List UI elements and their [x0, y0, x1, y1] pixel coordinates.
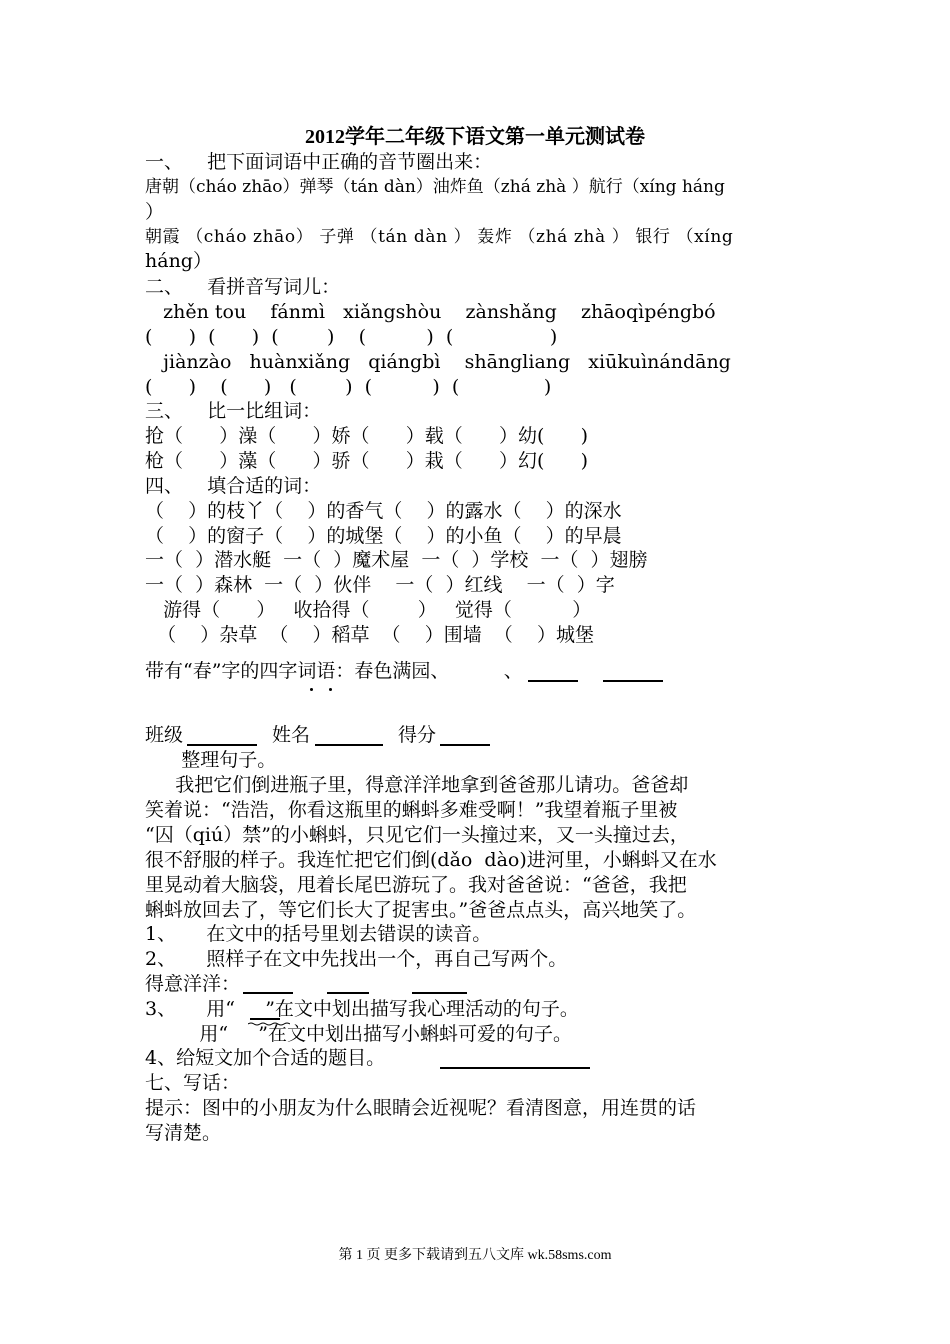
name-label: 姓名 [272, 724, 311, 746]
section-heading-sentences: 整理句子。 [145, 749, 277, 771]
passage-line-4: 很不舒服的样子。我连忙把它们倒(dǎo dào)进河里，小蝌蚪又在水 [145, 849, 717, 871]
straight-underline-sample [250, 1018, 280, 1020]
writing-prompt-line-2: 写清楚。 [145, 1122, 222, 1144]
fill-row-1: （ ）的枝丫（ ）的香气（ ）的露水（ ）的深水 [145, 500, 622, 522]
passage-line-2: 笑着说：“浩浩，你看这瓶里的蝌蚪多难受啊！”我望着瓶子里被 [145, 799, 678, 821]
page-title: 2012学年二年级下语文第一单元测试卷 [305, 126, 645, 148]
fill-row-5: 游得（ ） 收拾得（ ） 觉得（ ） [145, 599, 592, 621]
passage-line-5: 里晃动着大脑袋，甩着长尾巴游玩了。我对爸爸说：“爸爸，我把 [145, 874, 687, 896]
section-7-heading: 七、写话： [145, 1072, 241, 1094]
pinyin-line-1-cont: ） [145, 201, 165, 223]
fill-row-2: （ ）的窗子（ ）的城堡（ ）的小鱼（ ）的早晨 [145, 525, 622, 547]
passage-line-3: “囚（qiú）禁”的小蝌蚪，只见它们一头撞过来，又一头撞过去， [145, 824, 689, 846]
example-blank-3 [412, 992, 467, 994]
section-2-heading: 二、 看拼音写词儿： [145, 276, 341, 298]
fill-row-6: （ ）杂草 （ ）稻草 （ ）围墙 （ ）城堡 [145, 624, 594, 646]
section-1-heading: 一、 把下面词语中正确的音节圈出来： [145, 151, 493, 173]
name-blank [315, 744, 383, 746]
compare-row-1: 抢（ ）澡（ ）娇（ ）载（ ）幼( ) [145, 425, 589, 447]
compare-row-2: 枪（ ）藻（ ）骄（ ）栽（ ）幻( ) [145, 450, 589, 472]
passage-line-6: 蝌蚪放回去了，等它们长大了捉害虫。”爸爸点点头，高兴地笑了。 [145, 899, 697, 921]
writing-prompt-line-1: 提示：图中的小朋友为什么眼睛会近视呢？看清图意，用连贯的话 [145, 1097, 697, 1119]
example-blank-1 [243, 992, 293, 994]
class-blank [187, 744, 257, 746]
title-answer-blank [440, 1067, 590, 1069]
question-4: 4、给短文加个合适的题目。 [145, 1047, 386, 1069]
section-4-heading: 四、 填合适的词： [145, 475, 322, 497]
question-2-example: 得意洋洋： [145, 973, 241, 995]
section-3-heading: 三、 比一比组词： [145, 400, 322, 422]
pinyin-line-2-cont: háng） [145, 250, 212, 272]
answer-brackets-1: ( ) ( ) ( ) ( ) ( ) [145, 326, 558, 348]
fill-row-4: 一（ ）森林 一（ ）伙伴 一（ ）红线 一（ ）字 [145, 574, 615, 596]
score-blank [440, 744, 490, 746]
pinyin-line-1: 唐朝（cháo zhāo）弹琴（tán dàn）油炸鱼（zhá zhà ）航行（xíng háng [145, 177, 725, 197]
emphasis-dot [310, 688, 313, 691]
question-3-part-2: 用“ ”在文中划出描写小蝌蚪可爱的句子。 [145, 1023, 572, 1045]
passage-line-1: 我把它们倒进瓶子里，得意洋洋地拿到爸爸那儿请功。爸爸却 [145, 774, 689, 796]
question-1: 1、 在文中的括号里划去错误的读音。 [145, 923, 492, 945]
spring-blank-2 [603, 680, 663, 682]
score-label: 得分 [398, 724, 437, 746]
pinyin-words-2: jiànzào huànxiǎng qiángbì shāngliang xiūkuìnándāng [145, 351, 731, 373]
class-label: 班级 [145, 724, 184, 746]
example-blank-2 [327, 992, 369, 994]
pinyin-words-1: zhěn tou fánmì xiǎngshòu zànshǎng zhāoqìpéngbó [145, 301, 716, 323]
emphasis-dot [329, 688, 332, 691]
question-3: 3、 用“ ”在文中划出描写我心理活动的句子。 [145, 998, 579, 1020]
spring-blank-1 [528, 680, 578, 682]
question-2: 2、 照样子在文中先找出一个，再自己写两个。 [145, 948, 568, 970]
spring-idioms-line: 带有“春”字的四字词语：春色满园、 、 [145, 660, 523, 682]
wavy-underline-sample [248, 1022, 290, 1026]
fill-row-3: 一（ ）潜水艇 一（ ）魔术屋 一（ ）学校 一（ ）翅膀 [145, 549, 648, 571]
page-footer: 第 1 页 更多下载请到五八文库 wk.58sms.com [338, 1248, 612, 1263]
pinyin-line-2: 朝霞 （cháo zhāo） 子弹 （tán dàn ） 轰炸 （zhá zhà ） 银行 （xíng [145, 227, 734, 247]
answer-brackets-2: ( ) ( ) ( ) ( ) ( ) [145, 376, 552, 398]
